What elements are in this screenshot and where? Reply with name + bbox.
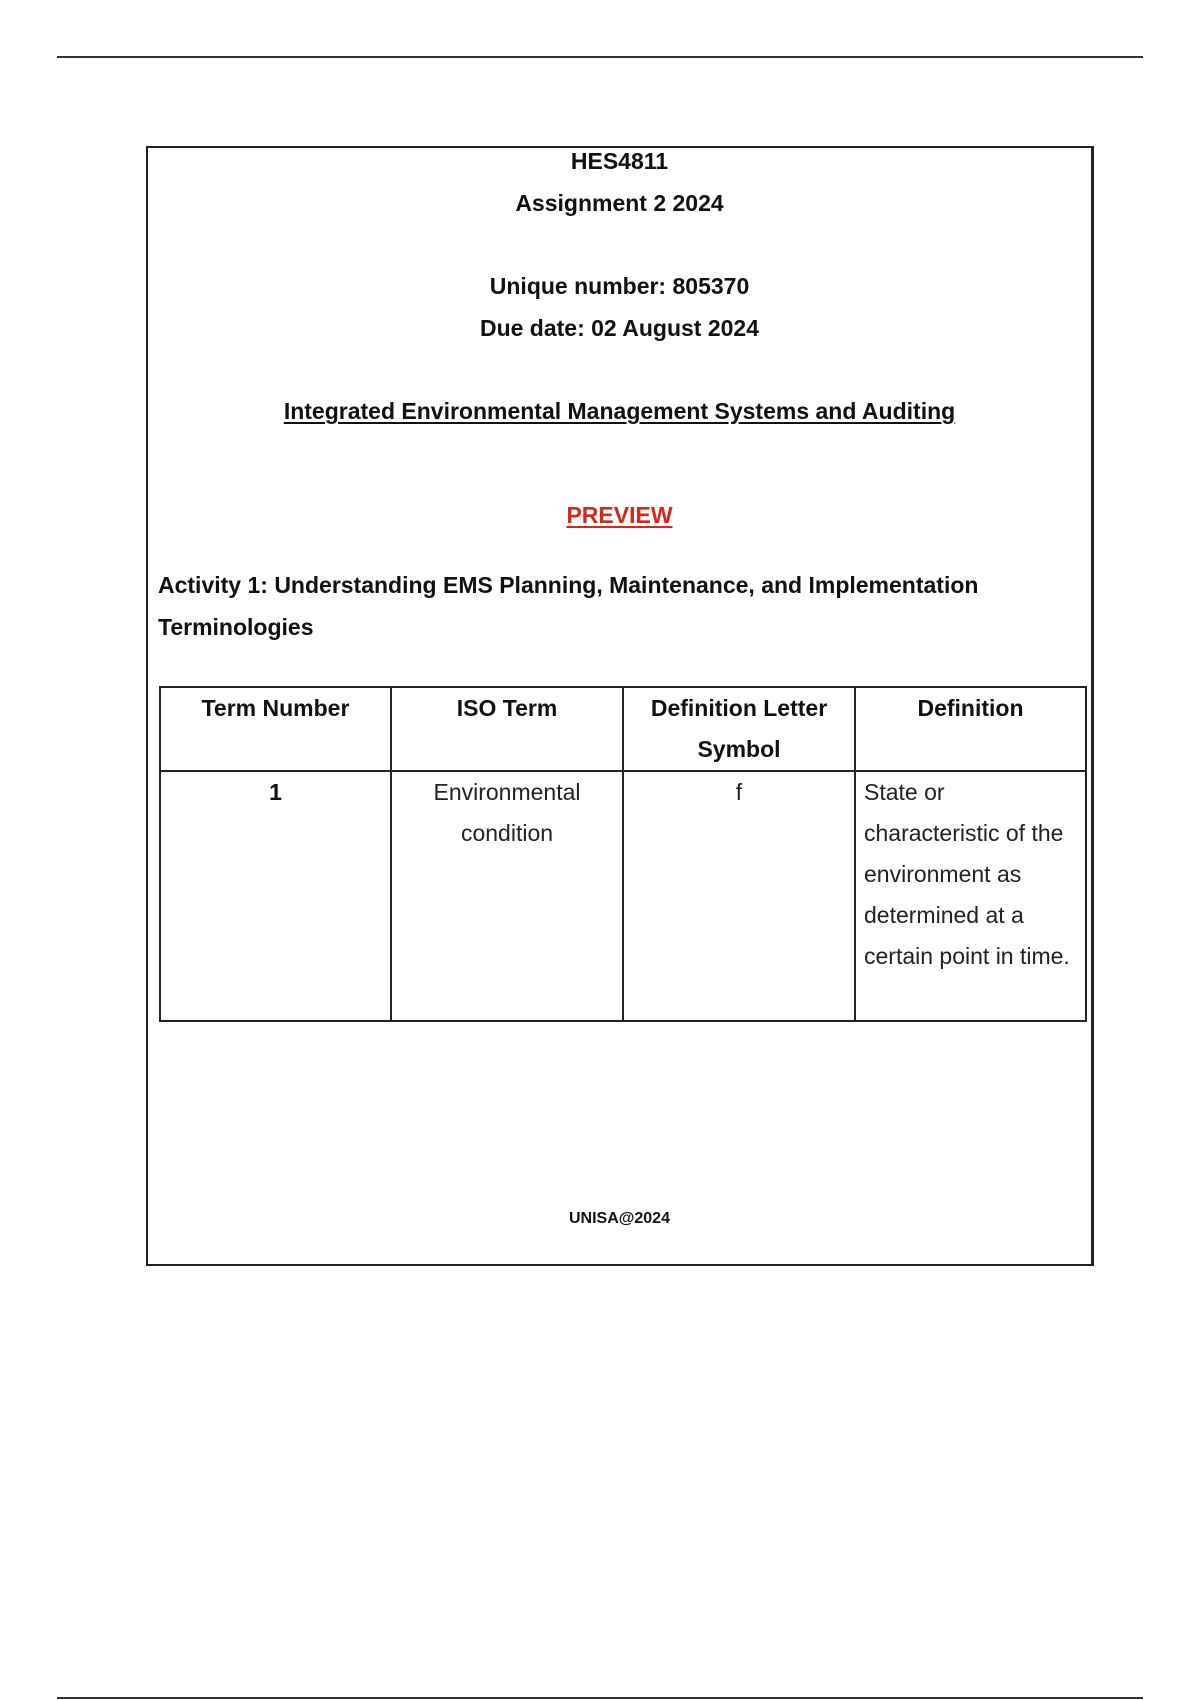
unique-number: Unique number: 805370 [489, 273, 750, 299]
cell-iso-term: Environmental condition [391, 771, 623, 1021]
table-header-row [160, 687, 1086, 771]
terms-table [159, 686, 1087, 1022]
cell-term-number: 1 [160, 771, 391, 1021]
due-date: Due date: 02 August 2024 [479, 315, 760, 341]
preview-label [148, 500, 1091, 530]
document-frame [146, 146, 1094, 1266]
cell-definition: State or characteristic of the environment as determined at a certain point in time. [855, 771, 1086, 1021]
footer-copyright: UNISA@2024 [569, 1210, 670, 1227]
top-rule [57, 56, 1143, 58]
subject-title-text: Integrated Environmental Management Systems and Auditing [283, 398, 956, 424]
cell-definition-letter: f [623, 771, 855, 1021]
header-definition: Definition [855, 687, 1086, 771]
header-iso-term: ISO Term [391, 687, 623, 771]
course-code: HES4811 [570, 148, 669, 174]
activity-title: Activity 1: Understanding EMS Planning, Maintenance, and Implementation Terminologies [158, 572, 979, 640]
assignment-title: Assignment 2 2024 [515, 190, 724, 216]
table-row [160, 771, 1086, 1021]
preview-label-text: PREVIEW [566, 502, 673, 528]
subject-title [148, 396, 1091, 426]
header-term-number: Term Number [160, 687, 391, 771]
header-definition-letter: Definition Letter Symbol [623, 687, 855, 771]
bottom-rule [57, 1697, 1143, 1699]
